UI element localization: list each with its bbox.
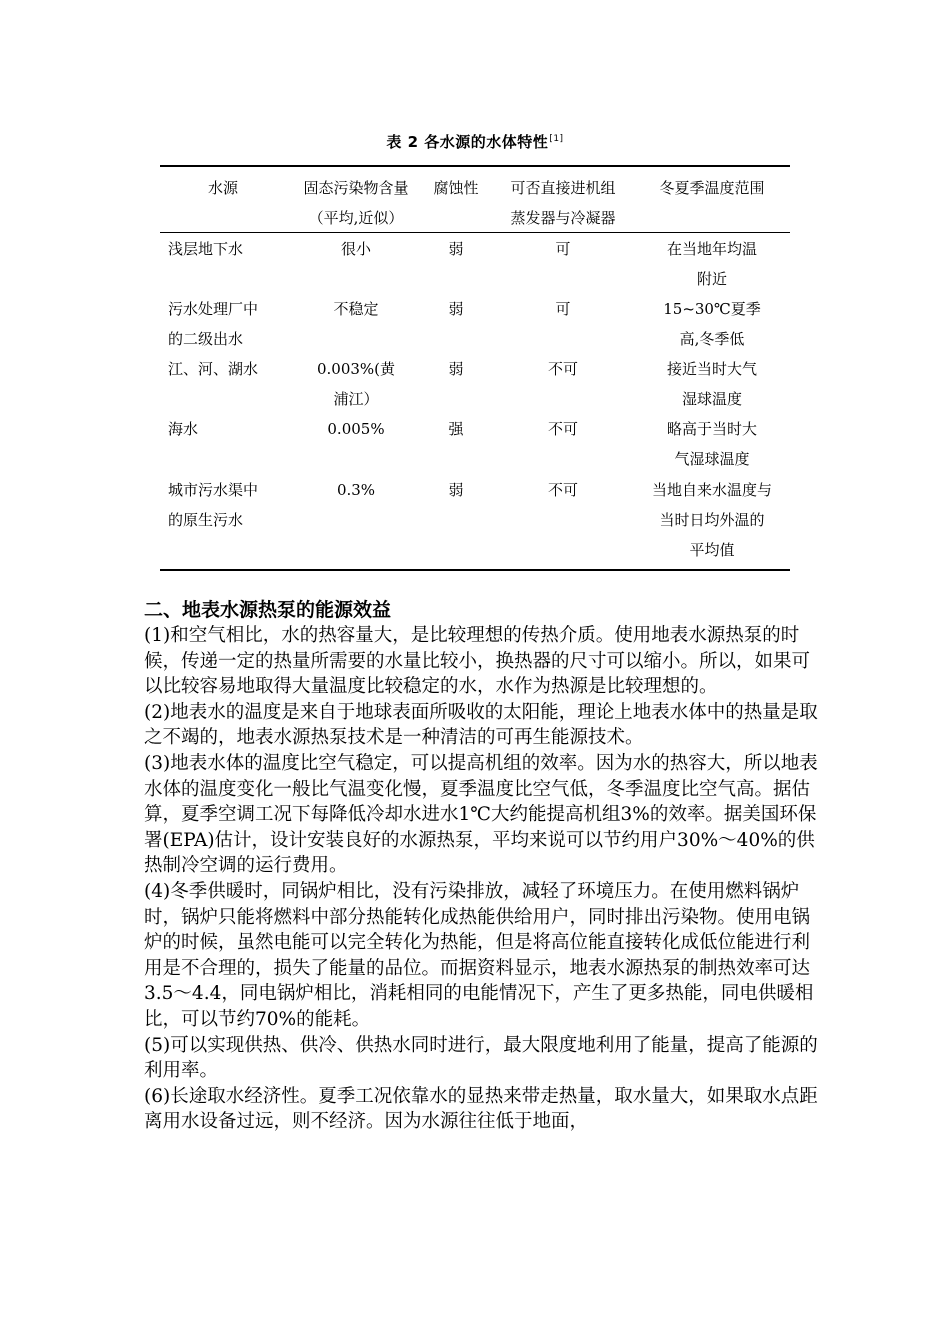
table-cell-pollutant: 0.003%(黄 浦江） — [316, 360, 396, 408]
table-cell-corrosion: 强 — [448, 420, 464, 438]
paragraph-2: (2)地表水的温度是来自于地球表面所吸收的太阳能，理论上地表水体中的热量是取之不竭的，地表水源热泵技术是一种清洁的可再生能源技术。 — [144, 701, 818, 749]
table-cell-temperature: 在当地年均温 附近 — [666, 240, 757, 288]
table-cell-direct-entry: 不可 — [547, 481, 578, 499]
table-header-source: 水源 — [207, 179, 238, 197]
paragraph-5: (5)可以实现供热、供冷、供热水同时进行，最大限度地利用了能量，提高了能源的利用率。 — [144, 1034, 818, 1082]
table-title-reference: [1] — [549, 134, 564, 144]
section-heading: 二、地表水源热泵的能源效益 — [144, 599, 392, 621]
table-cell-direct-entry: 不可 — [547, 420, 578, 438]
table-title-text: 表 2 各水源的水体特性 — [386, 133, 549, 151]
table-cell-direct-entry: 可 — [555, 240, 571, 258]
table-cell-corrosion: 弱 — [448, 240, 464, 258]
table-cell-corrosion: 弱 — [448, 300, 464, 318]
table-cell-source: 江、河、湖水 — [168, 360, 259, 378]
paragraph-4: (4)冬季供暖时，同锅炉相比，没有污染排放，减轻了环境压力。在使用燃料锅炉时，锅炉只能将燃料中部分热能转化成热能供给用户，同时排出污染物。使用电锅炉的时候，虽然电能可以完全转化为热能，但是将高位能直接转化成低位能进行利用是不合理的，损失了能量的品位。而据资料显示，地表水源热泵的制热效率可达3.5～4.4，同电锅炉相比，消耗相同的电能情况下，产生了更多热能，同电供暖相比，可以节约70%的能耗。 — [144, 880, 814, 1030]
table-header-temperature: 冬夏季温度范围 — [659, 179, 765, 197]
paragraph-6: (6)长途取水经济性。夏季工况依靠水的显热来带走热量，取水量大，如果取水点距离用水设备过远，则不经济。因为水源往往低于地面， — [144, 1085, 818, 1133]
table-bottom-rule — [160, 569, 790, 571]
table-header-rule — [160, 232, 790, 233]
table-header-pollutant: 固态污染物含量 （平均,近似） — [303, 179, 409, 227]
table-cell-temperature: 略高于当时大 气湿球温度 — [666, 420, 757, 468]
table-cell-temperature: 15~30℃夏季 高,冬季低 — [663, 300, 761, 348]
table-cell-direct-entry: 不可 — [547, 360, 578, 378]
table-header-corrosion: 腐蚀性 — [433, 179, 479, 197]
table-header-direct-entry: 可否直接进机组 蒸发器与冷凝器 — [510, 179, 616, 227]
section-body — [144, 623, 824, 1135]
table-cell-pollutant: 不稳定 — [333, 300, 379, 318]
table-cell-source: 浅层地下水 — [168, 240, 244, 258]
table-cell-source: 海水 — [168, 420, 199, 438]
table-cell-pollutant: 0.005% — [327, 420, 385, 438]
table-top-rule — [160, 165, 790, 167]
table-cell-corrosion: 弱 — [448, 481, 464, 499]
table-cell-temperature: 当地自来水温度与 当时日均外温的 平均值 — [651, 481, 772, 559]
table-caption — [160, 131, 790, 152]
table-cell-direct-entry: 可 — [555, 300, 571, 318]
table-cell-temperature: 接近当时大气 湿球温度 — [666, 360, 757, 408]
table-cell-corrosion: 弱 — [448, 360, 464, 378]
paragraph-3: (3)地表水体的温度比空气稳定，可以提高机组的效率。因为水的热容大，所以地表水体的温度变化一般比气温变化慢，夏季温度比空气低，冬季温度比空气高。据估算，夏季空调工况下每降低冷却水进水1℃大约能提高机组3%的效率。据美国环保署(EPA)估计，设计安装良好的水源热泵，平均来说可以节约用户30%～40%的供热制冷空调的运行费用。 — [144, 752, 818, 877]
table-cell-pollutant: 0.3% — [336, 481, 376, 499]
table-cell-pollutant: 很小 — [340, 240, 371, 258]
table-cell-source: 污水处理厂中 的二级出水 — [168, 300, 259, 348]
paragraph-1: (1)和空气相比，水的热容量大，是比较理想的传热介质。使用地表水源热泵的时候，传递一定的热量所需要的水量比较小，换热器的尺寸可以缩小。所以，如果可以比较容易地取得大量温度比较稳定的水，水作为热源是比较理想的。 — [144, 625, 811, 698]
table-cell-source: 城市污水渠中 的原生污水 — [168, 481, 259, 529]
